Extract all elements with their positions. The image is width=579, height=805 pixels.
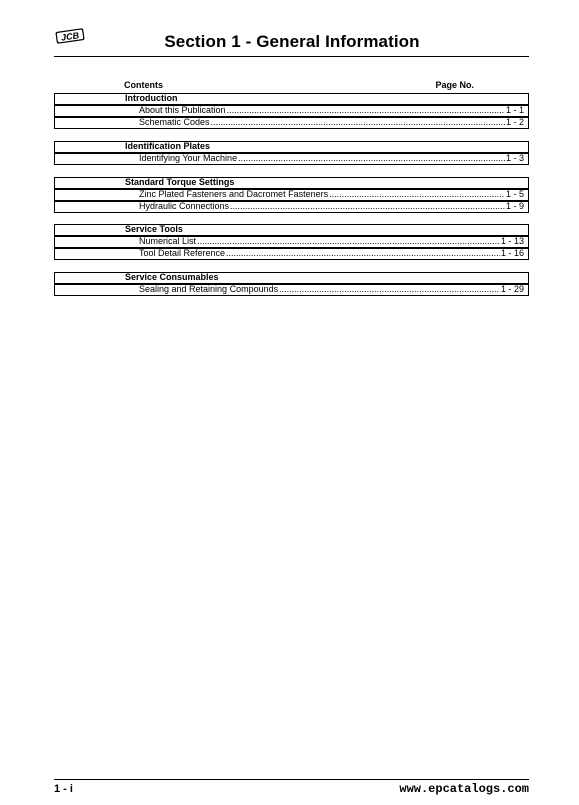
section-title: Identification Plates — [125, 141, 211, 151]
toc-entry-zinc-plated-fasteners[interactable] — [54, 189, 529, 201]
entry-page: 1 - 3 — [505, 153, 524, 163]
section-title: Service Tools — [125, 224, 183, 234]
entry-label: Numerical List — [139, 236, 197, 246]
section-title: Service Consumables — [125, 272, 219, 282]
section-title: Standard Torque Settings — [125, 177, 235, 187]
entry-page: 1 - 5 — [505, 189, 524, 199]
svg-text:JCB: JCB — [60, 30, 80, 43]
toc-entry-tool-detail-reference[interactable] — [54, 248, 529, 260]
footer-rule — [54, 779, 529, 780]
toc-entry-hydraulic-connections[interactable] — [54, 201, 529, 213]
entry-page: 1 - 1 — [505, 105, 524, 115]
entry-page: 1 - 2 — [505, 117, 524, 127]
toc-entry-schematic-codes[interactable] — [54, 117, 529, 129]
entry-label: Zinc Plated Fasteners and Dacromet Fasteners — [139, 189, 329, 199]
toc-entry-about-publication[interactable] — [54, 105, 529, 117]
entry-label: About this Publication — [139, 105, 226, 115]
entry-label: Schematic Codes — [139, 117, 210, 127]
entry-page: 1 - 13 — [500, 236, 524, 246]
section-title: Introduction — [125, 93, 178, 103]
entry-label: Hydraulic Connections — [139, 201, 230, 211]
contents-heading: Contents — [124, 80, 163, 90]
page-title: Section 1 - General Information — [164, 32, 420, 51]
entry-page: 1 - 16 — [500, 248, 524, 258]
page-no-heading: Page No. — [435, 80, 474, 90]
section-header-introduction — [54, 93, 529, 105]
entry-label: Identifying Your Machine — [139, 153, 238, 163]
header-rule — [54, 56, 529, 57]
entry-label: Tool Detail Reference — [139, 248, 226, 258]
section-header-service-consumables — [54, 272, 529, 284]
entry-label: Sealing and Retaining Compounds — [139, 284, 279, 294]
page-number: 1 - i — [54, 783, 73, 795]
section-header-identification-plates — [54, 141, 529, 153]
toc-entry-numerical-list[interactable] — [54, 236, 529, 248]
toc-entry-identifying-machine[interactable] — [54, 153, 529, 165]
contents-header — [124, 80, 474, 90]
entry-page: 1 - 29 — [500, 284, 524, 294]
jcb-logo — [54, 26, 86, 46]
section-header-service-tools — [54, 224, 529, 236]
section-header-torque-settings — [54, 177, 529, 189]
toc-entry-sealing-compounds[interactable] — [54, 284, 529, 296]
entry-page: 1 - 9 — [505, 201, 524, 211]
footer-url: www.epcatalogs.com — [399, 782, 529, 796]
